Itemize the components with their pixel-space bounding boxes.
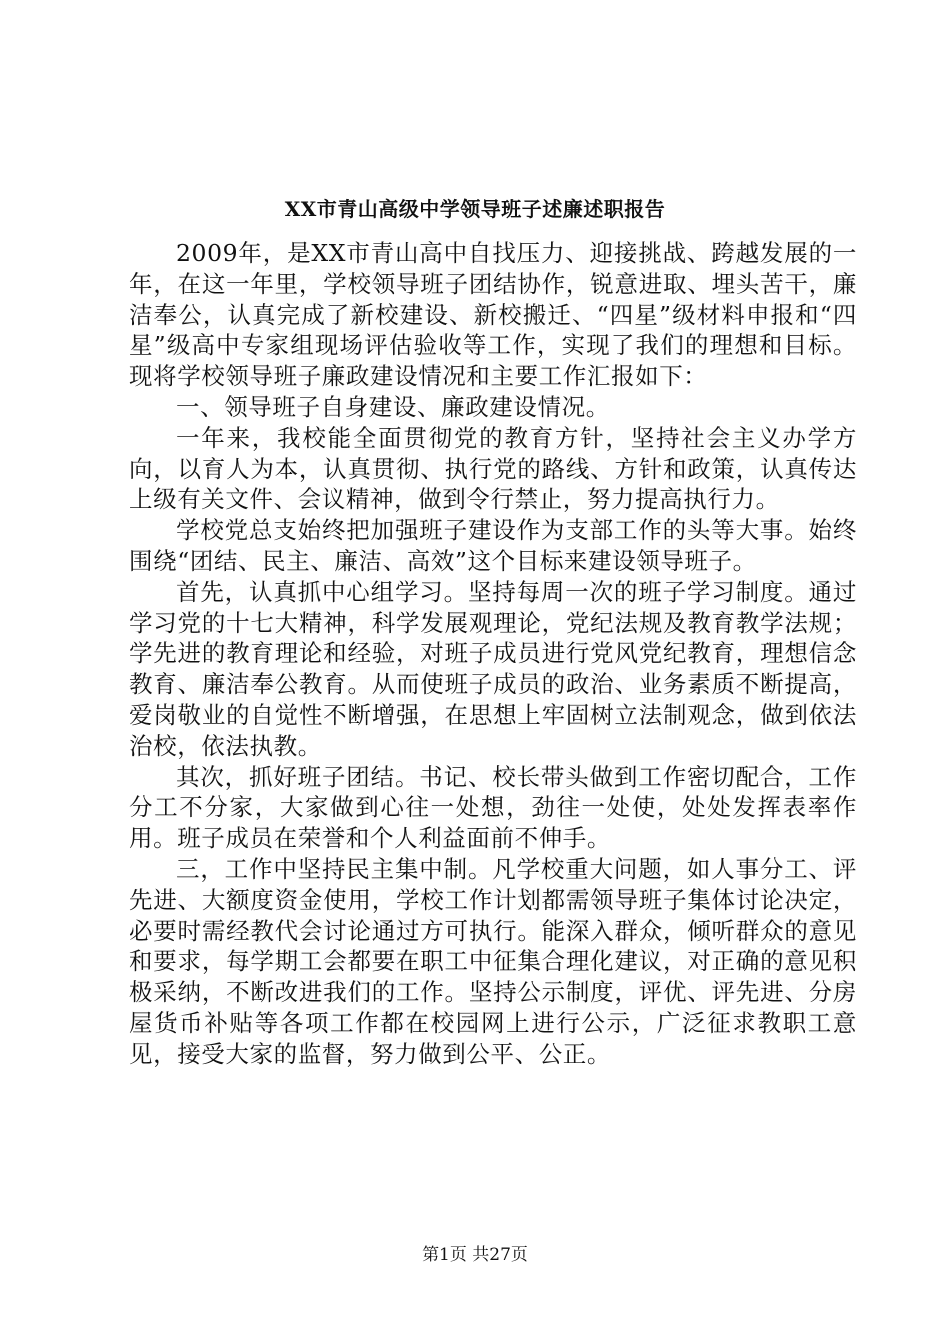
page-indicator: 第1页 共27页 bbox=[422, 1245, 528, 1265]
document-body bbox=[129, 238, 857, 1070]
paragraph-party-policy: 一年来，我校能全面贯彻党的教育方针，坚持社会主义办学方向，以育人为本，认真贯彻、执行党的路线、方针和政策，认真传达上级有关文件、会议精神，做到令行禁止，努力提高执行力。 bbox=[129, 423, 857, 514]
paragraph-team-building: 学校党总支始终把加强班子建设作为支部工作的头等大事。始终围绕“团结、民主、廉洁、高效”这个目标来建设领导班子。 bbox=[129, 516, 857, 575]
section-heading-1: 一、领导班子自身建设、廉政建设情况。 bbox=[176, 392, 610, 421]
paragraph-study: 首先，认真抓中心组学习。坚持每周一次的班子学习制度。通过学习党的十七大精神，科学发展观理论，党纪法规及教育教学法规；学先进的教育理论和经验，对班子成员进行党风党纪教育，理想信念教育、廉洁奉公教育。从而使班子成员的政治、业务素质不断提高，爱岗敬业的自觉性不断增强，在思想上牢固树立法制观念，做到依法治校，依法执教。 bbox=[129, 577, 857, 760]
paragraph-intro: 2009年，是XX市青山高中自找压力、迎接挑战、跨越发展的一年，在这一年里，学校领导班子团结协作，锐意进取、埋头苦干，廉洁奉公，认真完成了新校建设、新校搬迁、“四星”级材料申报和“四星”级高中专家组现场评估验收等工作，实现了我们的理想和目标。现将学校领导班子廉政建设情况和主要工作汇报如下： bbox=[129, 239, 857, 391]
document-title: XX市青山高级中学领导班子述廉述职报告 bbox=[284, 197, 666, 221]
paragraph-unity: 其次，抓好班子团结。书记、校长带头做到工作密切配合，工作分工不分家，大家做到心往一处想，劲往一处使，处处发挥表率作用。班子成员在荣誉和个人利益面前不伸手。 bbox=[129, 762, 857, 853]
paragraph-democracy: 三，工作中坚持民主集中制。凡学校重大问题，如人事分工、评先进、大额度资金使用，学校工作计划都需领导班子集体讨论决定，必要时需经教代会讨论通过方可执行。能深入群众，倾听群众的意见和要求，每学期工会都要在职工中征集合理化建议，对正确的意见积极采纳，不断改进我们的工作。坚持公示制度，评优、评先进、分房屋货币补贴等各项工作都在校园网上进行公示，广泛征求教职工意见，接受大家的监督，努力做到公平、公正。 bbox=[129, 854, 857, 1068]
